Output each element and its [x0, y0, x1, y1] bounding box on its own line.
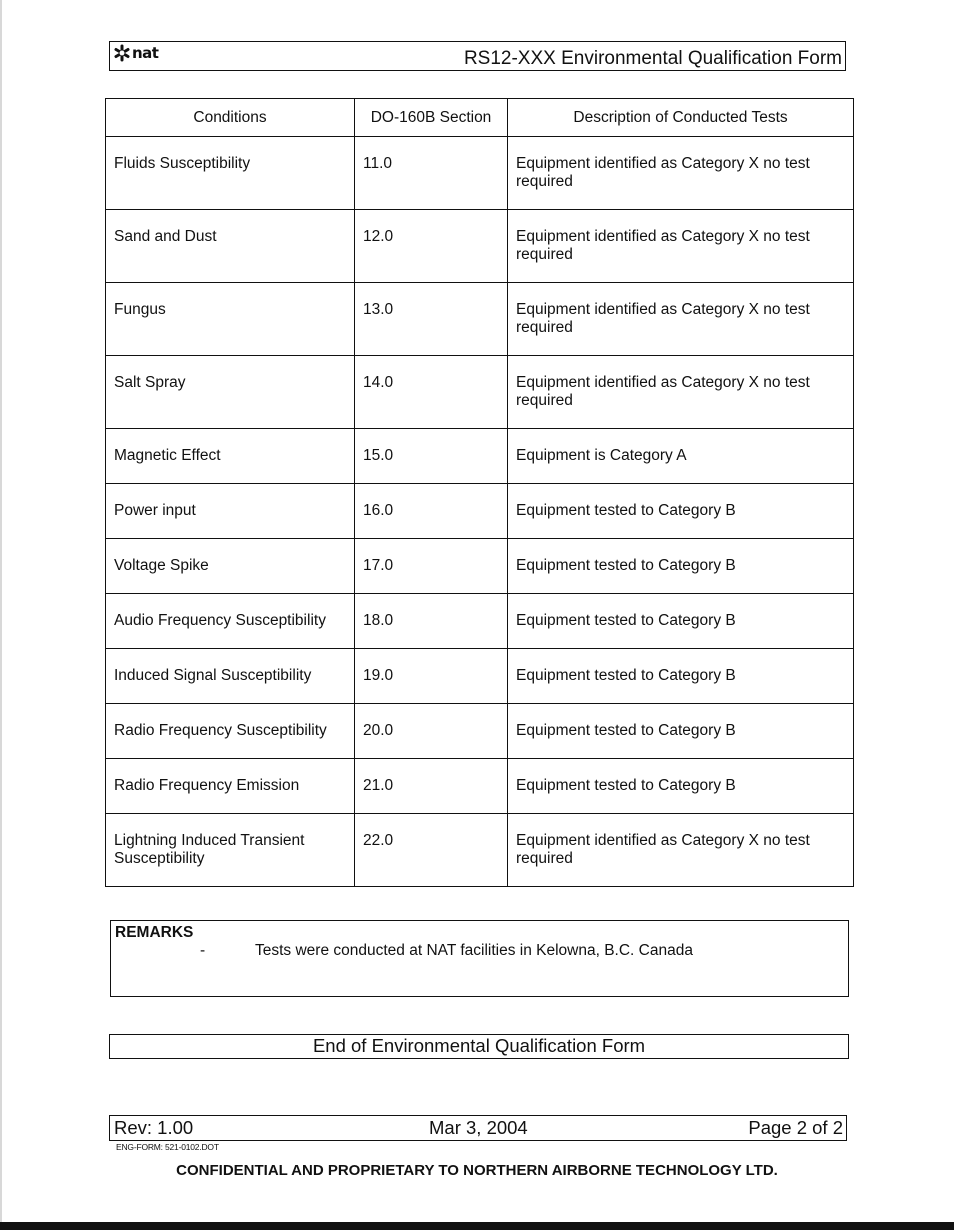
- condition-cell: Sand and Dust: [106, 210, 355, 283]
- condition-cell: Magnetic Effect: [106, 429, 355, 484]
- condition-cell: Voltage Spike: [106, 539, 355, 594]
- section-cell: 19.0: [355, 649, 508, 704]
- footer-date: Mar 3, 2004: [429, 1117, 528, 1138]
- table-row: [106, 356, 854, 429]
- description-cell: Equipment tested to Category B: [508, 594, 854, 649]
- form-id: ENG-FORM: 521-0102.DOT: [116, 1142, 219, 1152]
- description-cell: Equipment tested to Category B: [508, 484, 854, 539]
- condition-cell: Fluids Susceptibility: [106, 137, 355, 210]
- section-cell: 22.0: [355, 814, 508, 887]
- description-cell: Equipment identified as Category X no test required: [508, 356, 854, 429]
- page-edge: [0, 0, 2, 1230]
- table-row: [106, 759, 854, 814]
- table-row: [106, 429, 854, 484]
- section-cell: 17.0: [355, 539, 508, 594]
- section-cell: 21.0: [355, 759, 508, 814]
- confidentiality-notice: CONFIDENTIAL AND PROPRIETARY TO NORTHERN AIRBORNE TECHNOLOGY LTD.: [176, 1162, 778, 1179]
- description-cell: Equipment tested to Category B: [508, 759, 854, 814]
- asterisk-logo-icon: [113, 44, 131, 62]
- table-row: [106, 484, 854, 539]
- table-row: [106, 210, 854, 283]
- page-footer: [109, 1115, 847, 1141]
- description-cell: Equipment tested to Category B: [508, 704, 854, 759]
- description-cell: Equipment identified as Category X no test required: [508, 283, 854, 356]
- page-number: Page 2 of 2: [748, 1117, 843, 1138]
- remarks-title: REMARKS: [115, 924, 194, 941]
- section-cell: 12.0: [355, 210, 508, 283]
- section-cell: 14.0: [355, 356, 508, 429]
- table-row: [106, 649, 854, 704]
- table-header-row: [106, 99, 854, 137]
- column-header-description: Description of Conducted Tests: [508, 99, 854, 137]
- section-cell: 16.0: [355, 484, 508, 539]
- condition-cell: Lightning Induced Transient Susceptibility: [106, 814, 355, 887]
- revision-label: Rev: 1.00: [114, 1117, 194, 1138]
- table-row: [106, 594, 854, 649]
- condition-cell: Fungus: [106, 283, 355, 356]
- conditions-table: [105, 98, 854, 887]
- section-cell: 15.0: [355, 429, 508, 484]
- column-header-section: DO-160B Section: [355, 99, 508, 137]
- description-cell: Equipment tested to Category B: [508, 649, 854, 704]
- condition-cell: Radio Frequency Susceptibility: [106, 704, 355, 759]
- table-row: [106, 814, 854, 887]
- nat-logo: [113, 44, 158, 62]
- form-title: RS12-XXX Environmental Qualification Form: [463, 48, 842, 69]
- description-cell: Equipment identified as Category X no test required: [508, 210, 854, 283]
- remarks-box: [110, 920, 849, 997]
- end-of-form-banner: End of Environmental Qualification Form: [109, 1034, 849, 1059]
- description-cell: Equipment is Category A: [508, 429, 854, 484]
- description-cell: Equipment identified as Category X no test required: [508, 814, 854, 887]
- condition-cell: Radio Frequency Emission: [106, 759, 355, 814]
- section-cell: 11.0: [355, 137, 508, 210]
- logo-text: nat: [132, 44, 159, 62]
- description-cell: Equipment tested to Category B: [508, 539, 854, 594]
- table-row: [106, 704, 854, 759]
- description-cell: Equipment identified as Category X no test required: [508, 137, 854, 210]
- section-cell: 13.0: [355, 283, 508, 356]
- table-row: [106, 539, 854, 594]
- section-cell: 20.0: [355, 704, 508, 759]
- section-cell: 18.0: [355, 594, 508, 649]
- condition-cell: Audio Frequency Susceptibility: [106, 594, 355, 649]
- remarks-text: Tests were conducted at NAT facilities in Kelowna, B.C. Canada: [255, 942, 693, 959]
- scan-bottom-edge: [0, 1222, 954, 1230]
- remarks-bullet: -: [200, 942, 206, 959]
- table-row: [106, 137, 854, 210]
- condition-cell: Induced Signal Susceptibility: [106, 649, 355, 704]
- column-header-conditions: Conditions: [106, 99, 355, 137]
- table-row: [106, 283, 854, 356]
- form-header: [109, 41, 846, 71]
- condition-cell: Power input: [106, 484, 355, 539]
- condition-cell: Salt Spray: [106, 356, 355, 429]
